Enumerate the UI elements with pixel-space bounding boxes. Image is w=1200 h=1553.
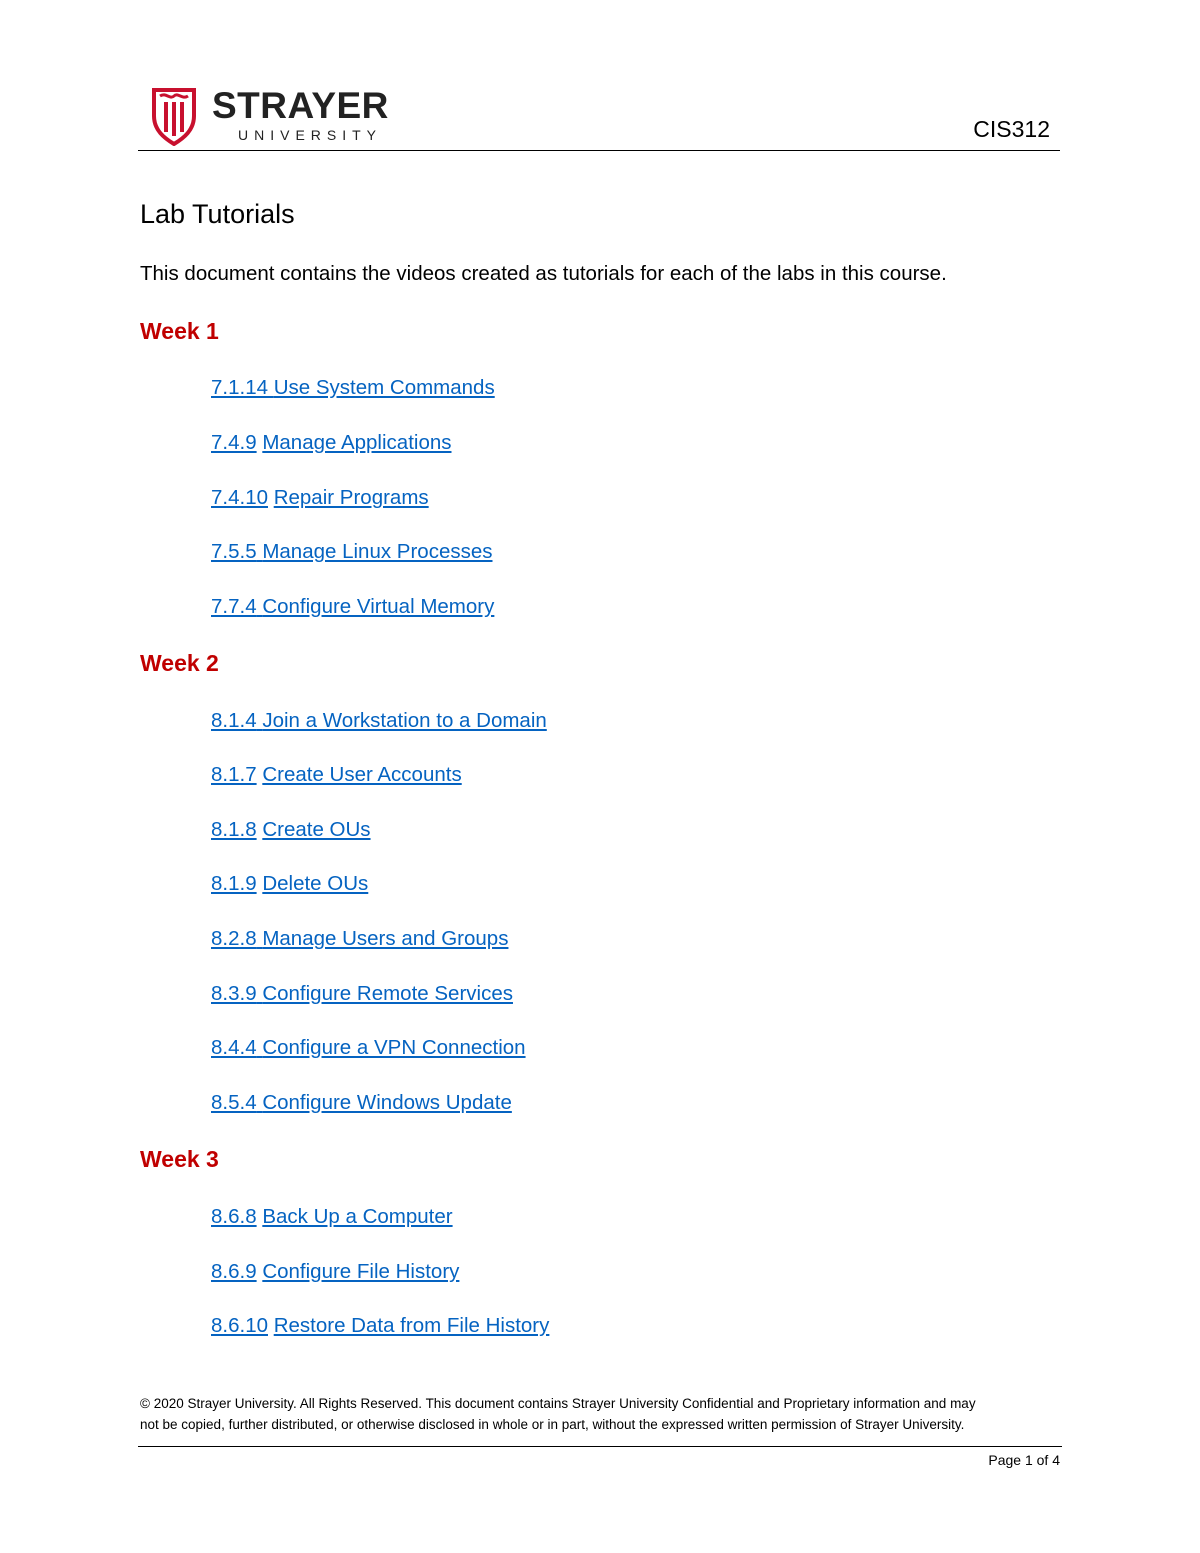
lab-link[interactable] (211, 486, 429, 510)
lab-link-text[interactable]: 8.1.4 Join a Workstation to a Domain (211, 709, 547, 732)
lab-link-text[interactable]: 7.1.14 Use System Commands (211, 376, 495, 399)
lab-link[interactable] (211, 595, 494, 619)
lab-link-text[interactable]: 7.5.5 Manage Linux Processes (211, 540, 493, 563)
lab-link-text[interactable]: 8.2.8 Manage Users and Groups (211, 927, 509, 950)
lab-name-link[interactable]: Configure File History (262, 1260, 460, 1283)
lab-link[interactable] (211, 872, 368, 896)
lab-link[interactable] (211, 540, 493, 564)
lab-link[interactable] (211, 818, 371, 842)
lab-name-link[interactable]: Create OUs (262, 818, 371, 841)
lab-number-link[interactable]: 8.1.7 (211, 763, 257, 786)
lab-name-link[interactable]: Manage Applications (262, 431, 452, 454)
lab-link-text[interactable]: 8.5.4 Configure Windows Update (211, 1091, 512, 1114)
lab-name-link[interactable]: Create User Accounts (262, 763, 462, 786)
lab-link[interactable] (211, 431, 452, 455)
week-heading: Week 2 (140, 650, 219, 676)
lab-link-text[interactable]: 8.3.9 Configure Remote Services (211, 982, 513, 1005)
intro-paragraph: This document contains the videos created as tutorials for each of the labs in this course. (140, 262, 947, 285)
lab-link[interactable] (211, 1091, 512, 1115)
lab-name-link[interactable]: Back Up a Computer (262, 1205, 453, 1228)
lab-number-link[interactable]: 7.4.10 (211, 486, 268, 509)
copyright-line: © 2020 Strayer University. All Rights Reserved. This document contains Strayer University Confidential and Proprietary information and may (140, 1396, 976, 1411)
lab-number-link[interactable]: 8.6.9 (211, 1260, 257, 1283)
lab-name-link[interactable]: Restore Data from File History (273, 1314, 550, 1337)
lab-link[interactable] (211, 763, 462, 787)
lab-link[interactable] (211, 927, 508, 951)
lab-number-link[interactable]: 8.6.8 (211, 1205, 257, 1228)
lab-link[interactable] (211, 376, 495, 400)
logo-subtitle: UNIVERSITY (238, 127, 383, 143)
lab-link[interactable] (211, 1205, 453, 1229)
course-code: CIS312 (973, 116, 1050, 142)
lab-link[interactable] (211, 1036, 526, 1060)
logo-wordmark: STRAYER (212, 85, 389, 126)
lab-name-link[interactable]: Repair Programs (273, 486, 429, 509)
lab-number-link[interactable]: 8.1.9 (211, 872, 257, 895)
lab-name-link[interactable]: Delete OUs (262, 872, 369, 895)
copyright-notice (140, 1393, 1060, 1435)
document-title: Lab Tutorials (140, 199, 295, 229)
lab-link[interactable] (211, 982, 513, 1006)
header-divider (138, 150, 1060, 151)
lab-link[interactable] (211, 709, 547, 733)
lab-number-link[interactable]: 7.4.9 (211, 431, 257, 454)
lab-link[interactable] (211, 1314, 549, 1338)
lab-link-text[interactable]: 8.4.4 Configure a VPN Connection (211, 1036, 526, 1059)
shield-icon (150, 86, 198, 146)
copyright-line: not be copied, further distributed, or otherwise disclosed in whole or in part, without the expressed written permission of Strayer University. (140, 1417, 965, 1432)
lab-link[interactable] (211, 1260, 459, 1284)
lab-link-text[interactable]: 7.7.4 Configure Virtual Memory (211, 595, 495, 618)
week-heading: Week 3 (140, 1146, 219, 1172)
lab-number-link[interactable]: 8.1.8 (211, 818, 257, 841)
page-number: Page 1 of 4 (988, 1452, 1060, 1468)
lab-number-link[interactable]: 8.6.10 (211, 1314, 268, 1337)
week-heading: Week 1 (140, 318, 219, 344)
footer-divider (138, 1446, 1062, 1447)
strayer-logo (150, 86, 410, 146)
